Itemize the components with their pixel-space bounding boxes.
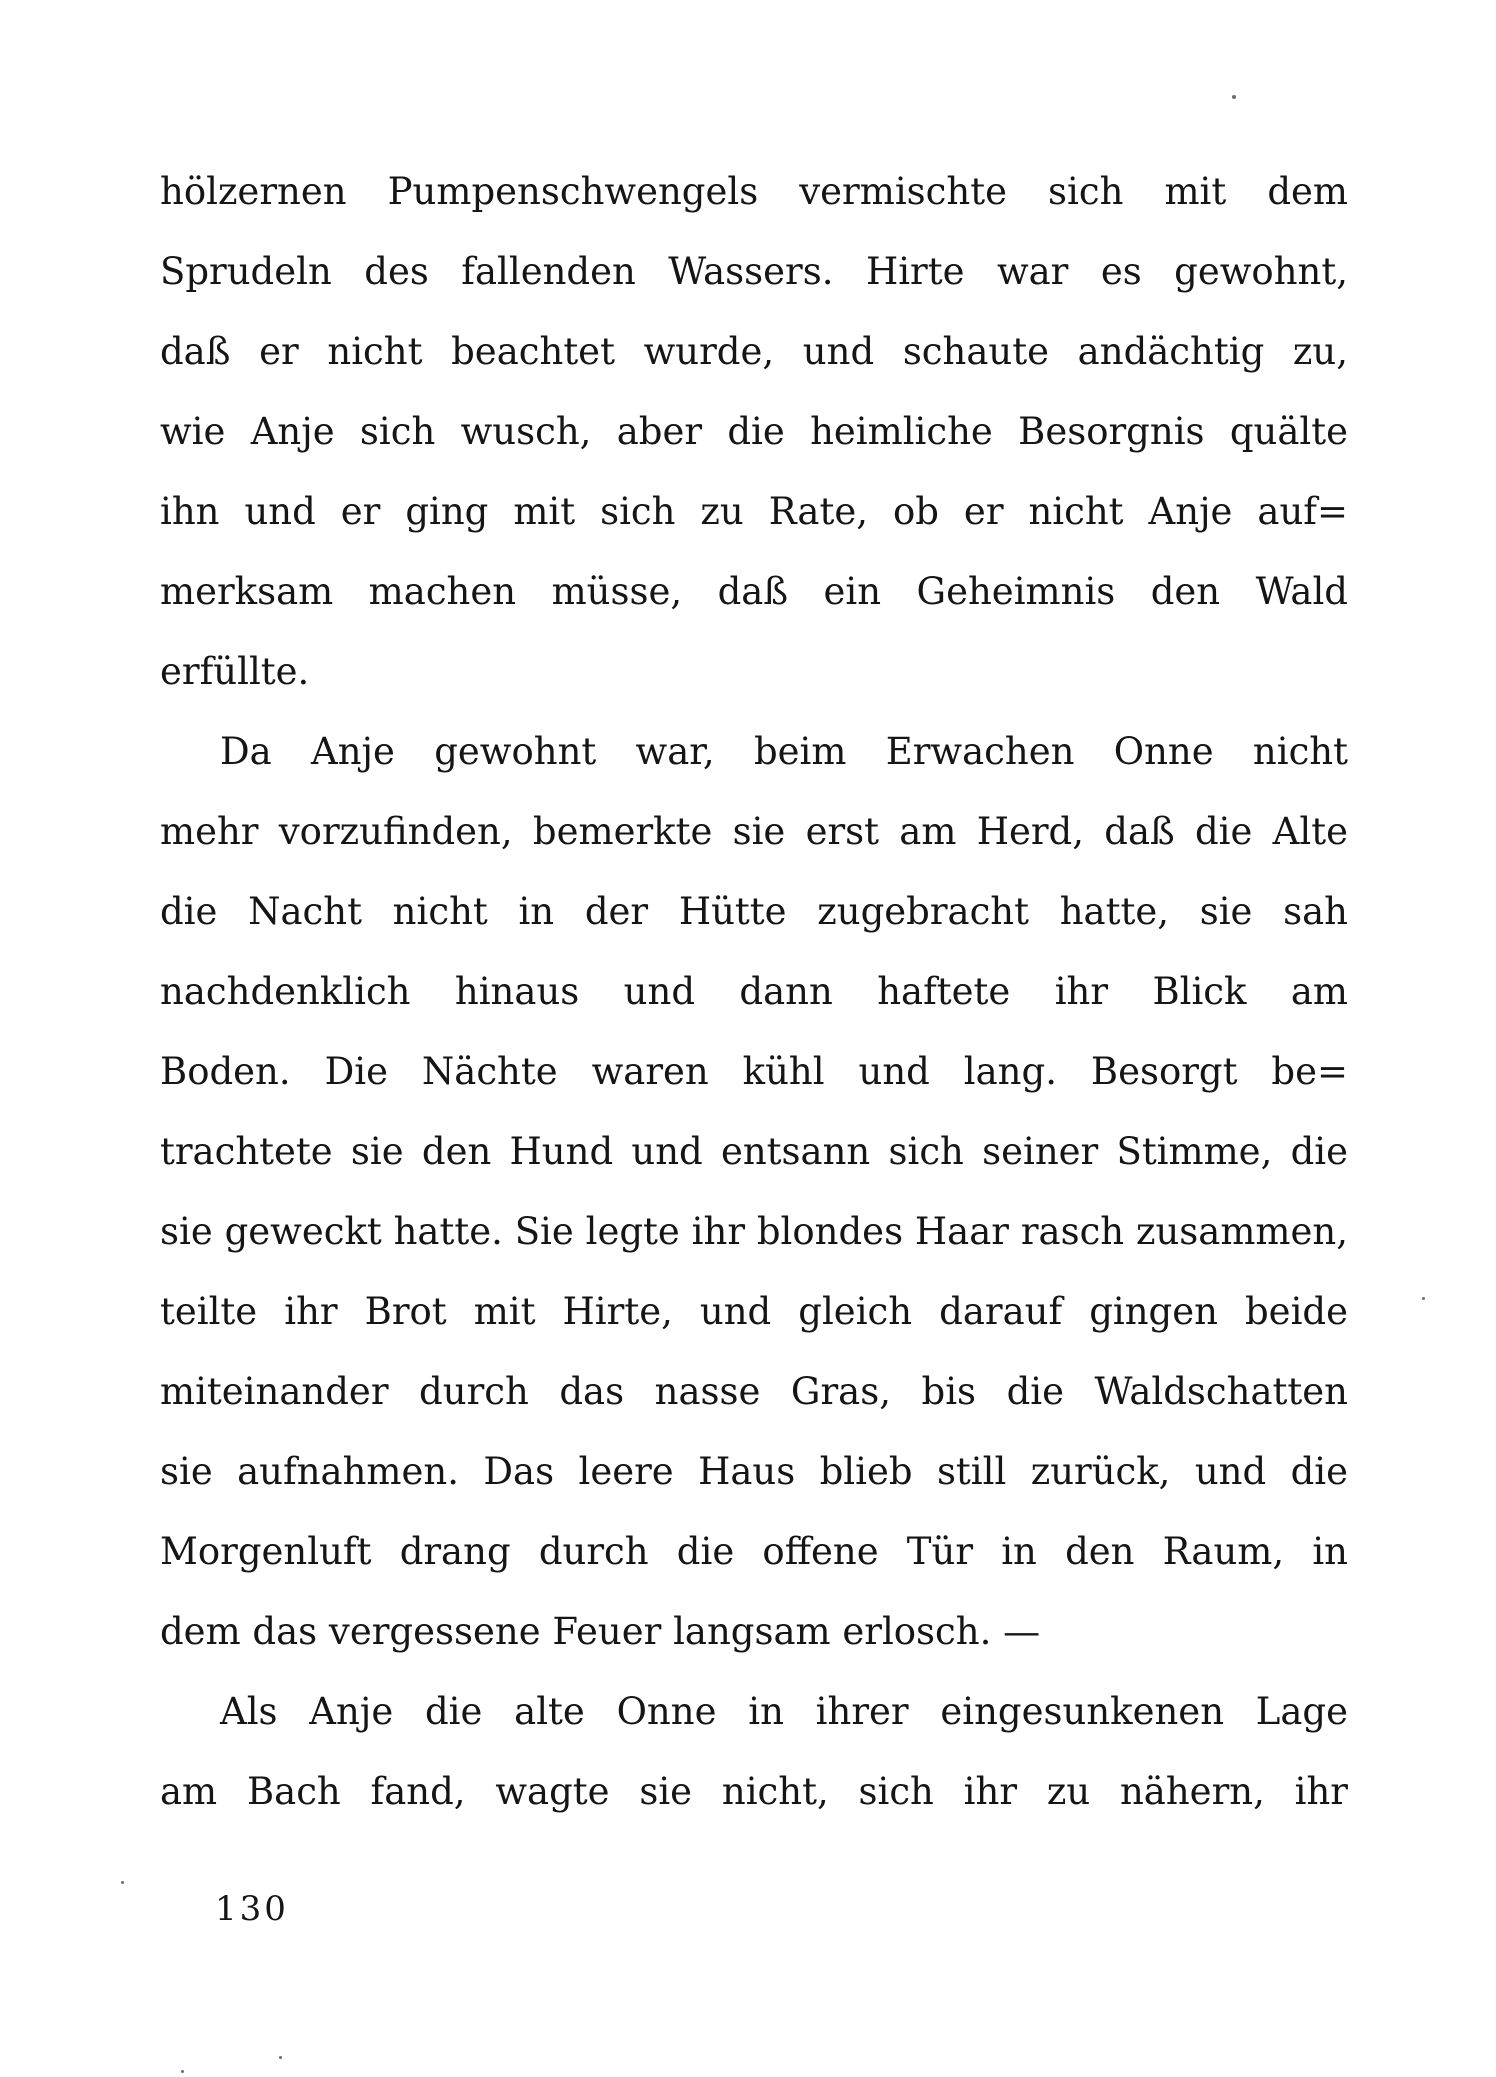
scan-speck [279, 2056, 282, 2059]
text-line: dem das vergessene Feuer langsam erlosch. — [160, 1610, 1041, 1653]
text-line: Als Anje die alte Onne in ihrer eingesunkenen Lage [220, 1690, 1348, 1733]
paragraph [160, 1672, 1348, 1832]
text-line: am Bach fand, wagte sie nicht, sich ihr zu nähern, ihr [160, 1770, 1348, 1813]
text-line: hölzernen Pumpenschwengels vermischte sich mit dem [160, 170, 1348, 213]
text-line: ihn und er ging mit sich zu Rate, ob er nicht Anje auf= [160, 490, 1348, 533]
text-line: teilte ihr Brot mit Hirte, und gleich darauf gingen beide [160, 1290, 1348, 1333]
scan-speck [1422, 1297, 1425, 1300]
text-line: daß er nicht beachtet wurde, und schaute andächtig zu, [160, 330, 1348, 373]
scan-speck [121, 1881, 124, 1884]
page-number: 130 [215, 1889, 289, 1929]
text-line: merksam machen müsse, daß ein Geheimnis den Wald [160, 570, 1348, 613]
text-line: wie Anje sich wusch, aber die heimliche Besorgnis quälte [160, 410, 1348, 453]
paragraph [160, 152, 1348, 712]
text-line: mehr vorzufinden, bemerkte sie erst am Herd, daß die Alte [160, 810, 1348, 853]
text-line: trachtete sie den Hund und entsann sich seiner Stimme, die [160, 1130, 1348, 1173]
text-line: sie geweckt hatte. Sie legte ihr blondes Haar rasch zusammen, [160, 1210, 1348, 1253]
text-line: miteinander durch das nasse Gras, bis die Waldschatten [160, 1370, 1348, 1413]
text-line: nachdenklich hinaus und dann haftete ihr Blick am [160, 970, 1348, 1013]
text-block [160, 152, 1348, 1832]
scan-speck [1232, 95, 1236, 99]
text-line: Da Anje gewohnt war, beim Erwachen Onne nicht [220, 730, 1348, 773]
text-line: sie aufnahmen. Das leere Haus blieb still zurück, und die [160, 1450, 1348, 1493]
text-line: Boden. Die Nächte waren kühl und lang. Besorgt be= [160, 1050, 1348, 1093]
text-line: erfüllte. [160, 650, 310, 693]
paragraph [160, 712, 1348, 1672]
scan-speck [181, 2070, 184, 2073]
text-line: die Nacht nicht in der Hütte zugebracht hatte, sie sah [160, 890, 1348, 933]
text-line: Morgenluft drang durch die offene Tür in den Raum, in [160, 1530, 1348, 1573]
text-line: Sprudeln des fallenden Wassers. Hirte war es gewohnt, [160, 250, 1348, 293]
